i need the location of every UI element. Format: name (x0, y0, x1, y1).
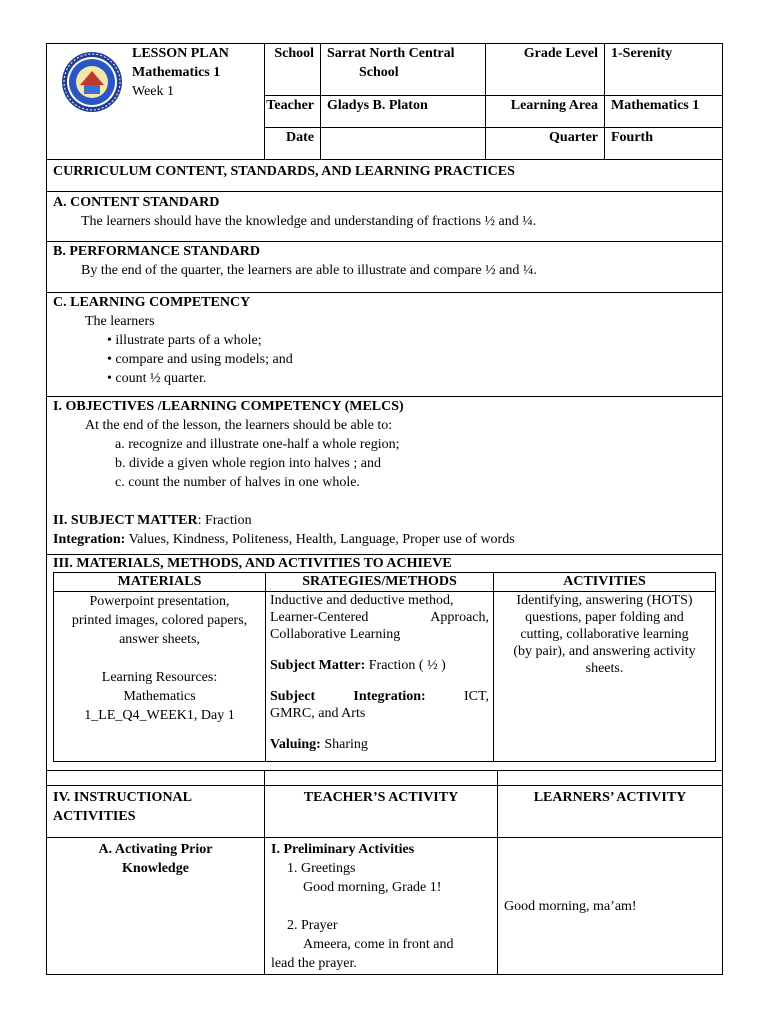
subject-matter-strategy (270, 657, 489, 674)
valuing-label: Valuing: (270, 737, 321, 752)
activities-line: sheets. (585, 661, 624, 676)
sm-value: Fraction ( ½ ) (365, 658, 446, 673)
resources-line: Learning Resources: (101, 670, 218, 685)
valuing-value: Sharing (320, 737, 368, 752)
valuing-line (270, 736, 489, 753)
sm-label: Subject Matter: (270, 658, 366, 673)
materials-cell (54, 592, 266, 762)
competency-item: • compare and using models; and (107, 352, 293, 367)
strategies-word: Approach, (430, 610, 489, 625)
teacher-value: Gladys B. Platon (321, 96, 486, 128)
school-value (321, 44, 486, 96)
school-seal-logo (61, 51, 123, 113)
instructional-heading-line-1: IV. INSTRUCTIONAL (53, 789, 193, 805)
row-label-line-2: Knowledge (122, 860, 189, 876)
subject-matter-label: II. SUBJECT MATTER (53, 513, 198, 528)
objective-item: b. divide a given whole region into halves ; and (115, 456, 381, 471)
instructional-table (46, 771, 723, 975)
content-standard-section (47, 192, 723, 242)
greetings-item: 1. Greetings (287, 860, 356, 876)
subject-matter-value: : Fraction (197, 513, 252, 528)
teacher-activity-header: TEACHER’S ACTIVITY (265, 785, 498, 837)
activities-col-header: ACTIVITIES (494, 573, 716, 592)
quarter-label: Quarter (486, 128, 605, 160)
content-standard-text: The learners should have the knowledge and understanding of fractions ½ and ¼. (81, 214, 537, 229)
prayer-item: 2. Prayer (287, 917, 338, 933)
activating-prior-knowledge-cell (47, 837, 265, 974)
strategies-line-2 (270, 609, 489, 626)
subject-integration-line (270, 688, 489, 705)
learning-competency-heading: C. LEARNING COMPETENCY (53, 295, 251, 310)
activities-line: Identifying, answering (HOTS) (516, 593, 693, 608)
learner-response: Good morning, ma’am! (504, 898, 637, 914)
greetings-text: Good morning, Grade 1! (303, 879, 442, 895)
teacher-activity-cell (265, 837, 498, 974)
competency-item: • illustrate parts of a whole; (107, 333, 262, 348)
content-standard-heading: A. CONTENT STANDARD (53, 195, 220, 210)
learners-activity-cell (498, 837, 723, 974)
materials-heading: III. MATERIALS, METHODS, AND ACTIVITIES TO ACHIEVE (53, 556, 452, 571)
si-value-b: GMRC, and Arts (270, 706, 366, 721)
performance-standard-section (47, 242, 723, 293)
materials-line: Powerpoint presentation, (89, 594, 230, 609)
prayer-text-line-2: lead the prayer. (271, 955, 357, 971)
instructional-heading (47, 785, 265, 837)
activities-cell (494, 592, 716, 762)
curriculum-heading: CURRICULUM CONTENT, STANDARDS, AND LEARNING PRACTICES (47, 160, 723, 192)
instructional-heading-line-2: ACTIVITIES (53, 808, 136, 824)
objective-item: a. recognize and illustrate one-half a whole region; (115, 437, 400, 452)
learning-competency-intro: The learners (85, 314, 155, 329)
header-title-cell (47, 44, 265, 160)
performance-standard-heading: B. PERFORMANCE STANDARD (53, 244, 261, 259)
si-label-a: Subject (270, 689, 316, 704)
activities-line: cutting, collaborative learning (520, 627, 689, 642)
learning-competency-section (47, 293, 723, 397)
si-value-a: ICT, (463, 689, 489, 704)
lesson-plan-page (46, 43, 722, 975)
teacher-label: Teacher (265, 96, 321, 128)
date-label: Date (265, 128, 321, 160)
strategies-cell (266, 592, 494, 762)
integration-line (53, 530, 722, 549)
integration-label: Integration: (53, 532, 126, 547)
materials-line: printed images, colored papers, (71, 613, 248, 628)
learning-area-value: Mathematics 1 (605, 96, 723, 128)
competency-item: • count ½ quarter. (107, 371, 207, 386)
performance-standard-text: By the end of the quarter, the learners are able to illustrate and compare ½ and ¼. (81, 263, 537, 278)
materials-table (53, 572, 716, 762)
week-label: Week 1 (132, 84, 175, 99)
objectives-heading: I. OBJECTIVES /LEARNING COMPETENCY (MELCS) (53, 399, 404, 414)
row-label-line-1: A. Activating Prior (98, 841, 213, 857)
school-label: School (265, 44, 321, 96)
subject-title: Mathematics 1 (132, 65, 221, 80)
preliminary-activities-heading: I. Preliminary Activities (271, 841, 415, 857)
resources-line: Mathematics (123, 689, 196, 704)
materials-col-header: MATERIALS (54, 573, 266, 592)
activities-line: questions, paper folding and (525, 610, 684, 625)
lesson-plan-table (46, 43, 723, 771)
objective-item: c. count the number of halves in one whole. (115, 475, 360, 490)
activities-line: (by pair), and answering activity (513, 644, 696, 659)
objectives-intro: At the end of the lesson, the learners should be able to: (85, 418, 393, 433)
materials-line: answer sheets, (119, 632, 200, 647)
grade-level-label: Grade Level (486, 44, 605, 96)
school-value-line-2: School (359, 65, 399, 80)
strategies-line: Collaborative Learning (270, 627, 401, 642)
learning-area-label: Learning Area (486, 96, 605, 128)
grade-level-value: 1-Serenity (605, 44, 723, 96)
lesson-plan-title: LESSON PLAN (132, 46, 229, 61)
integration-value: Values, Kindness, Politeness, Health, Language, Proper use of words (125, 532, 515, 547)
date-value (321, 128, 486, 160)
objectives-section (47, 397, 723, 555)
school-value-line-1: Sarrat North Central (327, 46, 455, 61)
resources-line: 1_LE_Q4_WEEK1, Day 1 (84, 708, 235, 723)
strategies-line: Inductive and deductive method, (270, 593, 454, 608)
materials-section (47, 555, 723, 771)
learners-activity-header: LEARNERS’ ACTIVITY (498, 785, 723, 837)
quarter-value: Fourth (605, 128, 723, 160)
strategies-word: Learner-Centered (270, 610, 369, 625)
subject-matter-line (53, 511, 722, 530)
prayer-text-line-1: Ameera, come in front and (303, 936, 454, 952)
strategies-col-header: SRATEGIES/METHODS (266, 573, 494, 592)
si-label-b: Integration: (353, 689, 426, 704)
